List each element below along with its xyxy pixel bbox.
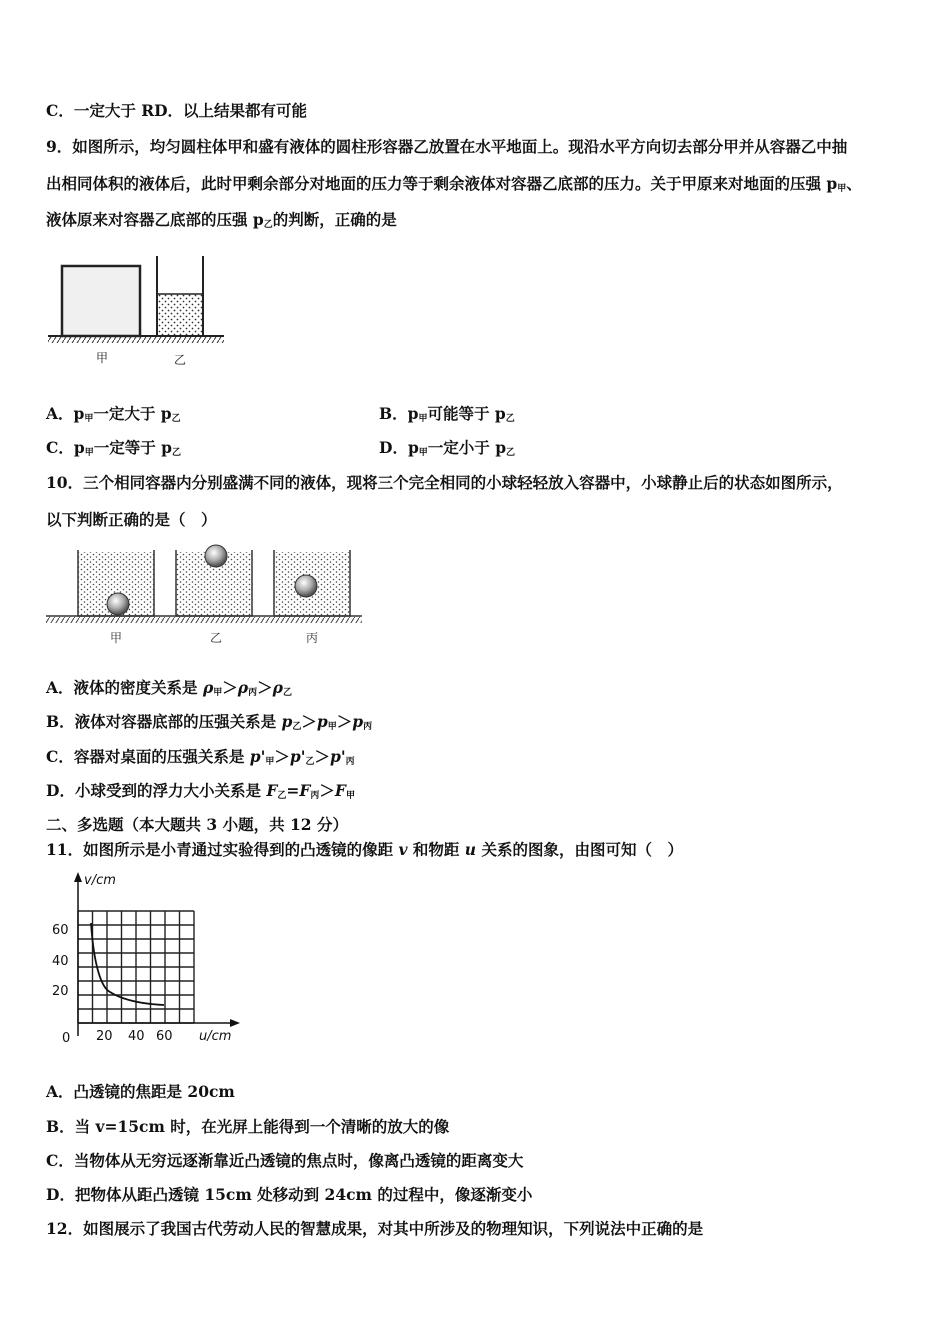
y-tick-40: 40 xyxy=(52,954,69,969)
x-tick-40: 40 xyxy=(128,1029,145,1044)
q10-option-d[interactable]: D．小球受到的浮力大小关系是 $F_乙=F_丙>F_甲$ xyxy=(46,781,355,801)
label-yi: 乙 xyxy=(210,631,223,645)
q12-stem: 12．如图展示了我国古代劳动人民的智慧成果，对其中所涉及的物理知识，下列说法中正确的是 xyxy=(46,1219,704,1238)
label-jia: 甲 xyxy=(96,351,109,365)
q10-stem-line1: 10．三个相同容器内分别盛满不同的液体，现将三个完全相同的小球轻轻放入容器中，小球静止后的状态如图所示， xyxy=(46,473,843,492)
q9-stem-line2: 出相同体积的液体后，此时甲剩余部分对地面的压力等于剩余液体对容器乙底部的压力。关于甲原来对地面的压强 $p_甲$、 xyxy=(46,174,862,194)
q11-option-c[interactable]: C．当物体从无穷远逐渐靠近凸透镜的焦点时，像离凸透镜的距离变大 xyxy=(46,1151,524,1170)
graph-grid xyxy=(78,911,194,1023)
q11-option-a[interactable]: A．凸透镜的焦距是 20cm xyxy=(46,1082,235,1101)
label-jia: 甲 xyxy=(110,631,123,645)
label-yi: 乙 xyxy=(174,353,187,367)
q9-option-d[interactable]: D．$p_甲$一定小于 $p_乙$ xyxy=(379,438,516,458)
q10-option-b[interactable]: B．液体对容器底部的压强关系是 $p_乙>p_甲>p_丙$ xyxy=(46,712,373,732)
q10-option-a[interactable]: A．液体的密度关系是 $\rho_甲>\rho_丙>\rho_乙$ xyxy=(46,678,292,698)
q9-option-a[interactable]: A．$p_甲$一定大于 $p_乙$ xyxy=(46,404,181,424)
q11-option-d[interactable]: D．把物体从距凸透镜 15cm 处移动到 24cm 的过程中，像逐渐变小 xyxy=(46,1185,533,1204)
q9-option-c[interactable]: C．$p_甲$一定等于 $p_乙$ xyxy=(46,438,181,458)
q10-option-c[interactable]: C．容器对桌面的压强关系是 $p'_甲>p'_乙>p'_丙$ xyxy=(46,747,355,767)
ball-bing xyxy=(295,575,317,597)
q8-option-cd: C．一定大于 RD．以上结果都有可能 xyxy=(46,101,308,120)
ball-yi xyxy=(205,545,227,567)
label-bing: 丙 xyxy=(306,631,319,645)
q11-option-b[interactable]: B．当 v=15cm 时，在光屏上能得到一个清晰的放大的像 xyxy=(46,1117,450,1136)
q9-stem-line1: 9．如图所示，均匀圆柱体甲和盛有液体的圆柱形容器乙放置在水平地面上。现沿水平方向切去部分甲并从容器乙中抽 xyxy=(46,137,848,156)
ball-jia xyxy=(107,593,129,615)
v-u-curve xyxy=(91,923,164,1005)
y-tick-60: 60 xyxy=(52,923,69,938)
section-heading: 二、多选题（本大题共 3 小题，共 12 分） xyxy=(46,815,348,834)
x-axis-label: u/cm xyxy=(199,1029,232,1044)
q9-option-b[interactable]: B．$p_甲$可能等于 $p_乙$ xyxy=(379,404,515,424)
q11-stem: 11．如图所示是小青通过实验得到的凸透镜的像距 v 和物距 u 关系的图象，由图可知（ ） xyxy=(46,840,683,859)
q10-figure xyxy=(44,538,366,650)
y-axis-label: v/cm xyxy=(84,873,116,888)
x-tick-20: 20 xyxy=(96,1029,113,1044)
cylinder-jia xyxy=(62,266,140,336)
origin-label: 0 xyxy=(62,1031,71,1046)
liquid-yi xyxy=(158,294,202,336)
q9-stem-line3: 液体原来对容器乙底部的压强 $p_乙$的判断，正确的是 xyxy=(46,210,397,230)
q9-figure xyxy=(44,252,234,370)
y-tick-20: 20 xyxy=(52,984,69,999)
q10-stem-line2: 以下判断正确的是（ ） xyxy=(46,510,217,529)
q11-graph xyxy=(44,868,244,1050)
x-tick-60: 60 xyxy=(156,1029,173,1044)
